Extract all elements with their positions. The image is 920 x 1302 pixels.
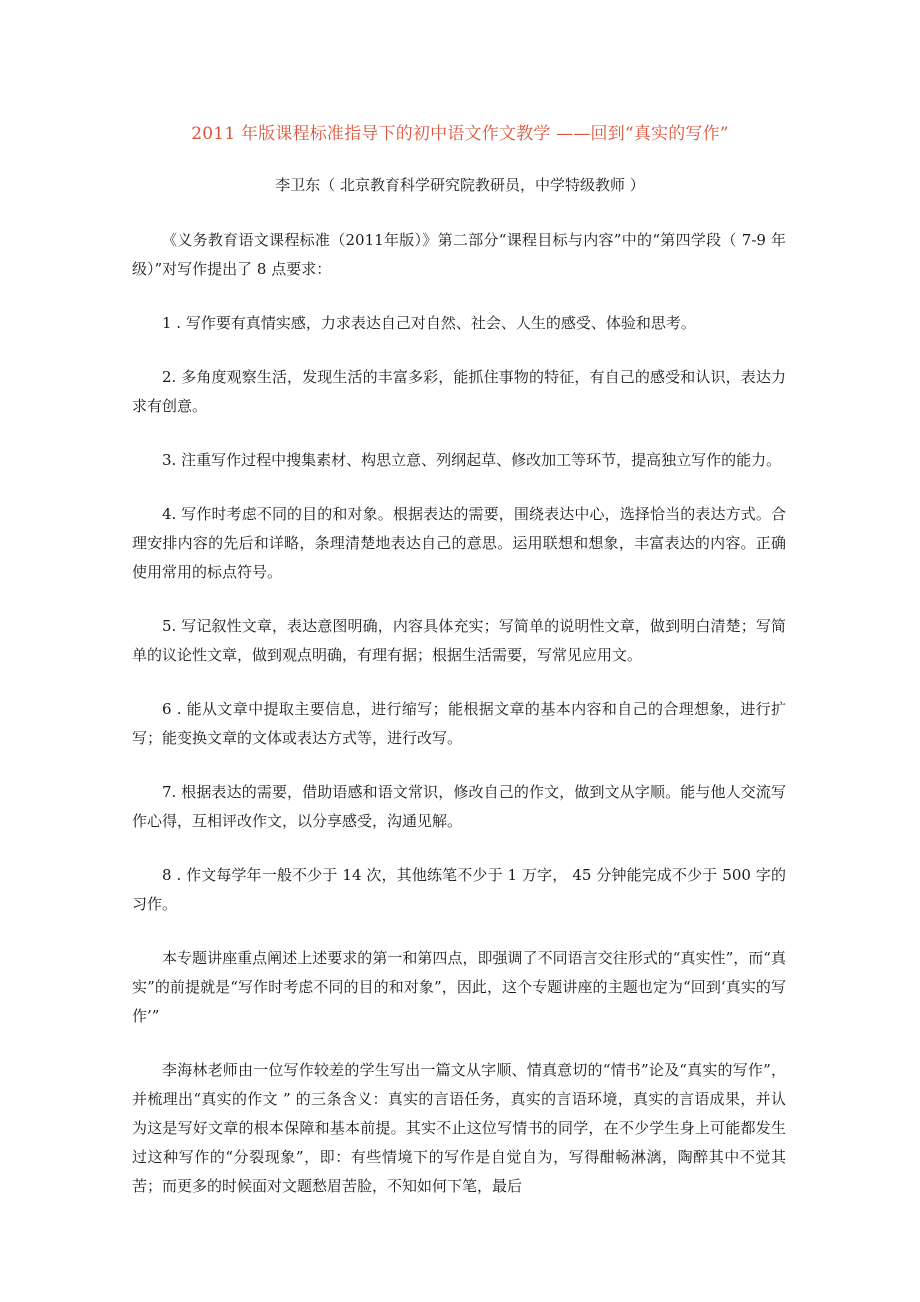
- requirement-6: 6 . 能从文章中提取主要信息，进行缩写；能根据文章的基本内容和自己的合理想象，进行扩写；能变换文章的文体或表达方式等，进行改写。: [132, 700, 786, 747]
- author-line: 李卫东（ 北京教育科学研究院教研员，中学特级教师 ）: [275, 176, 645, 194]
- li-hailin-paragraph: 李海林老师由一位写作较差的学生写出一篇文从字顺、情真意切的“情书”论及“真实的写作”，并梳理出“真实的作文 ” 的三条含义：真实的言语任务，真实的言语环境，真实的言语成果，并认为这是写好文章的根本保障和基本前提。其实不止这位写情书的同学，在不少学生身上可能都发生过这种写作的“分裂现象”，即：有些情境下的写作是自觉自为，写得酣畅淋漓，陶醉其中不觉其苦；而更多的时候面对文题愁眉苦脸，不知如何下笔，最后: [132, 1061, 786, 1195]
- intro-paragraph: 《义务教育语文课程标准（2011年版）》第二部分“课程目标与内容”中的“第四学段（ 7-9 年级）”对写作提出了 8 点要求：: [132, 231, 786, 278]
- requirement-7: 7. 根据表达的需要，借助语感和语文常识，修改自己的作文，做到文从字顺。能与他人交流写作心得，互相评改作文，以分享感受，沟通见解。: [132, 783, 786, 830]
- document-body: [132, 226, 786, 1201]
- requirement-3: 3. 注重写作过程中搜集素材、构思立意、列纲起草、修改加工等环节，提高独立写作的能力。: [162, 451, 782, 469]
- requirement-2: 2. 多角度观察生活，发现生活的丰富多彩，能抓住事物的特征，有自己的感受和认识，表达力求有创意。: [132, 368, 786, 415]
- requirement-1: 1 . 写作要有真情实感，力求表达自己对自然、社会、人生的感受、体验和思考。: [162, 314, 696, 332]
- requirement-8: 8 . 作文每学年一般不少于 14 次，其他练笔不少于 1 万字， 45 分钟能完成不少于 500 字的习作。: [132, 866, 786, 913]
- requirement-4: 4. 写作时考虑不同的目的和对象。根据表达的需要，围绕表达中心，选择恰当的表达方式。合理安排内容的先后和详略，条理清楚地表达自己的意思。运用联想和想象，丰富表达的内容。正确使用常用的标点符号。: [132, 505, 786, 581]
- requirement-5: 5. 写记叙性文章，表达意图明确，内容具体充实；写简单的说明性文章，做到明白清楚；写简单的议论性文章，做到观点明确，有理有据；根据生活需要，写常见应用文。: [132, 617, 786, 664]
- document-title: 2011 年版课程标准指导下的初中语文作文教学 ——回到“真实的写作”: [191, 124, 729, 144]
- lecture-focus-paragraph: 本专题讲座重点阐述上述要求的第一和第四点，即强调了不同语言交往形式的“真实性”，而“真实”的前提就是“写作时考虑不同的目的和对象”，因此，这个专题讲座的主题也定为“回到‘真实的写作’”: [132, 949, 786, 1025]
